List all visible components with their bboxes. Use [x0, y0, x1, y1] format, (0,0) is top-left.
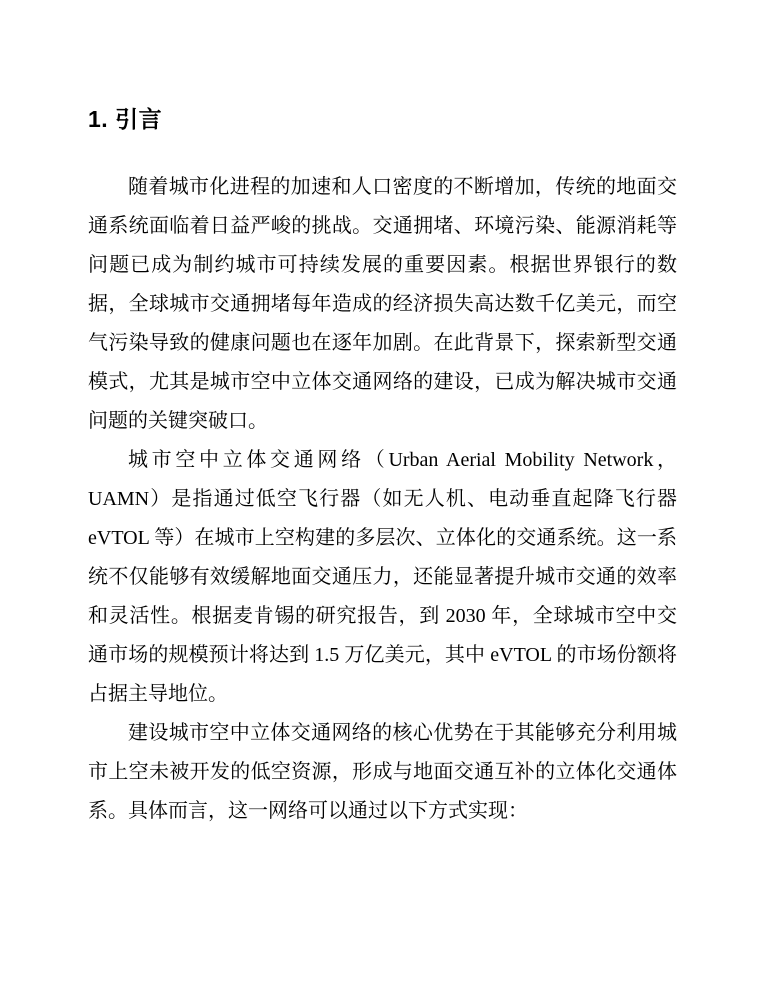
paragraph-intro-challenges: 随着城市化进程的加速和人口密度的不断增加，传统的地面交通系统面临着日益严峻的挑战。交通拥堵、环境污染、能源消耗等问题已成为制约城市可持续发展的重要因素。根据世界银行的数据，全球城市交通拥堵每年造成的经济损失高达数千亿美元，而空气污染导致的健康问题也在逐年加剧。在此背景下，探索新型交通模式，尤其是城市空中立体交通网络的建设，已成为解决城市交通问题的关键突破口。	[88, 175, 677, 432]
paragraph-core-advantages: 建设城市空中立体交通网络的核心优势在于其能够充分利用城市上空未被开发的低空资源，形成与地面交通互补的立体化交通体系。具体而言，这一网络可以通过以下方式实现：	[88, 721, 677, 822]
paragraph-uamn-definition: 城市空中立体交通网络（Urban Aerial Mobility Network，UAMN）是指通过低空飞行器（如无人机、电动垂直起降飞行器 eVTOL 等）在城市上空构建的多层次、立体化的交通系统。这一系统不仅能够有效缓解地面交通压力，还能显著提升城市交通的效率和灵活性。根据麦肯锡的研究报告，到 2030 年，全球城市空中交通市场的规模预计将达到 1.5 万亿美元，其中 eVTOL 的市场份额将占据主导地位。	[88, 448, 677, 705]
section-heading: 1. 引言	[88, 106, 163, 132]
document-body	[88, 168, 677, 831]
